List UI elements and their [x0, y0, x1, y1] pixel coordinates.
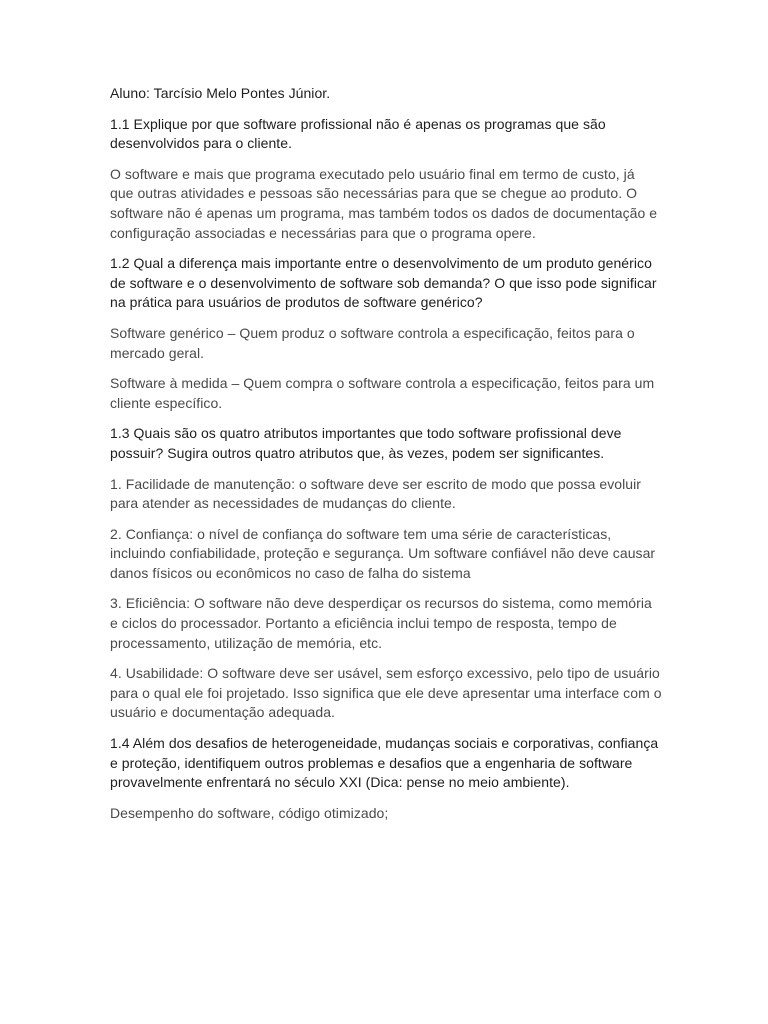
question-1-1: 1.1 Explique por que software profissional não é apenas os programas que são desenvolvidos para o cliente.	[110, 115, 606, 152]
answer-1-3-item-3: 3. Eficiência: O software não deve desperdiçar os recursos do sistema, como memória e ciclos do processador. Portanto a eficiência inclui tempo de resposta, tempo de processamento, utilização de memória, etc.	[110, 595, 652, 651]
student-name-line: Aluno: Tarcísio Melo Pontes Júnior.	[110, 85, 331, 101]
question-1-4: 1.4 Além dos desafios de heterogeneidade, mudanças sociais e corporativas, confiança e proteção, identifiquem outros problemas e desafios que a engenharia de software provavelmente enfrentará no século XXI (Dica: pense no meio ambiente).	[110, 735, 659, 791]
question-1-2: 1.2 Qual a diferença mais importante entre o desenvolvimento de um produto genérico de software e o desenvolvimento de software sob demanda? O que isso pode significar na prática para usuários de produtos de software genérico?	[110, 255, 657, 311]
question-1-3: 1.3 Quais são os quatro atributos importantes que todo software profissional deve possuir? Sugira outros quatro atributos que, às vezes, podem ser significantes.	[110, 425, 622, 461]
answer-1-2-custom: Software à medida – Quem compra o software controla a especificação, feitos para um cliente específico.	[110, 375, 655, 411]
answer-1-1: O software e mais que programa executado pelo usuário final em termo de custo, já que outras atividades e pessoas são necessárias para que se chegue ao produto. O software não é apenas um programa, mas também todos os dados de documentação e configuração associadas e necessárias para que o programa opere.	[110, 165, 658, 241]
answer-1-3-item-2: 2. Confiança: o nível de confiança do software tem uma série de características, incluindo confiabilidade, proteção e segurança. Um software confiável não deve causar danos físicos ou econômicos no caso de falha do sistema	[110, 525, 656, 581]
answer-1-2-generic: Software genérico – Quem produz o software controla a especificação, feitos para o mercado geral.	[110, 324, 635, 361]
document-page	[110, 84, 662, 823]
answer-1-3-item-4: 4. Usabilidade: O software deve ser usável, sem esforço excessivo, pelo tipo de usuário para o qual ele foi projetado. Isso significa que ele deve apresentar uma interface com o usuário e documentação adequada.	[110, 665, 662, 721]
answer-1-3-item-1: 1. Facilidade de manutenção: o software deve ser escrito de modo que possa evoluir para atender as necessidades de mudanças do cliente.	[110, 475, 641, 512]
answer-1-4: Desempenho do software, código otimizado;	[110, 804, 389, 821]
